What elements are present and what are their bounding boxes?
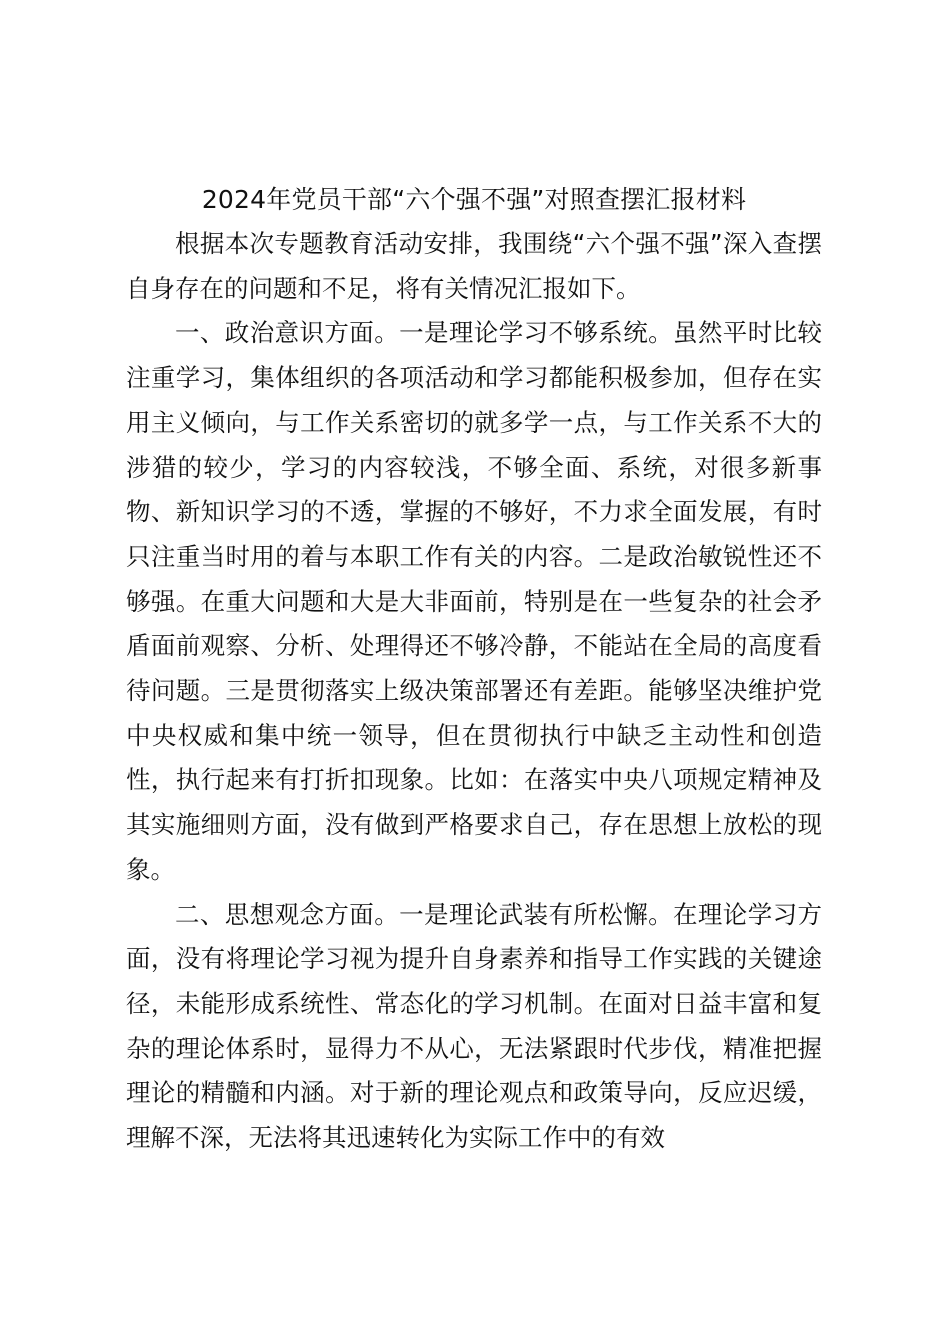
document-page <box>126 178 822 1161</box>
document-title: 2024年党员干部“六个强不强”对照查摆汇报材料 <box>201 185 747 214</box>
political-awareness-paragraph: 一、政治意识方面。一是理论学习不够系统。虽然平时比较注重学习，集体组织的各项活动和学习都能积极参加，但存在实用主义倾向，与工作关系密切的就多学一点，与工作关系不大的涉猎的较少，学习的内容较浅，不够全面、系统，对很多新事物、新知识学习的不透，掌握的不够好，不力求全面发展，有时只注重当时用的着与本职工作有关的内容。二是政治敏锐性还不够强。在重大问题和大是大非面前，特别是在一些复杂的社会矛盾面前观察、分析、处理得还不够冷静，不能站在全局的高度看待问题。三是贯彻落实上级决策部署还有差距。能够坚决维护党中央权威和集中统一领导，但在贯彻执行中缺乏主动性和创造性，执行起来有打折扣现象。比如：在落实中央八项规定精神及其实施细则方面，没有做到严格要求自己，存在思想上放松的现象。 <box>126 318 822 884</box>
intro-paragraph: 根据本次专题教育活动安排，我围绕“六个强不强”深入查摆自身存在的问题和不足，将有关情况汇报如下。 <box>126 229 822 303</box>
ideological-concept-paragraph: 二、思想观念方面。一是理论武装有所松懈。在理论学习方面，没有将理论学习视为提升自身素养和指导工作实践的关键途径，未能形成系统性、常态化的学习机制。在面对日益丰富和复杂的理论体系时，显得力不从心，无法紧跟时代步伐，精准把握理论的精髓和内涵。对于新的理论观点和政策导向，反应迟缓，理解不深，无法将其迅速转化为实际工作中的有效 <box>126 899 822 1153</box>
